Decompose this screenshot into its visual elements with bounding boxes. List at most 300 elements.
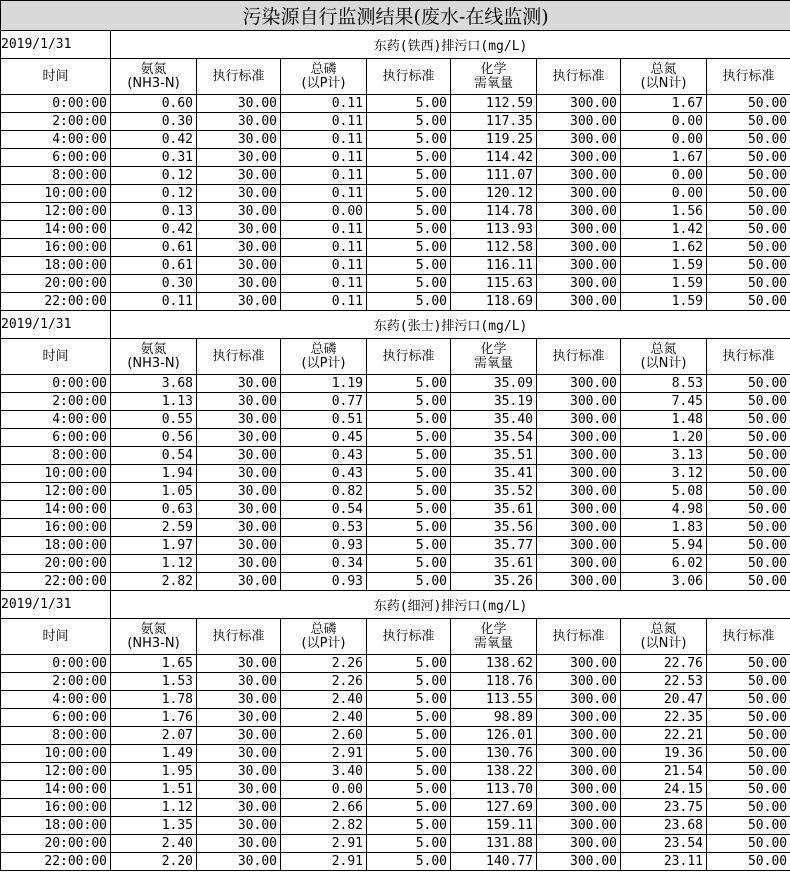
- cell-cod: 35.40: [451, 411, 537, 429]
- cell-ammonia-standard: 30.00: [197, 429, 281, 447]
- cell-cod-standard: 300.00: [537, 221, 621, 239]
- cell-time: 2:00:00: [1, 673, 111, 691]
- table-row: [1, 655, 790, 673]
- cell-ammonia: 2.82: [111, 573, 197, 591]
- cell-ammonia-standard: 30.00: [197, 375, 281, 393]
- section-info-row: [1, 591, 790, 619]
- header-nitrogen-line1: 总氮: [650, 61, 677, 77]
- cell-nitrogen: 0.00: [621, 167, 707, 185]
- header-standard: 执行标准: [707, 59, 790, 95]
- cell-cod-standard: 300.00: [537, 113, 621, 131]
- cell-cod: 35.41: [451, 465, 537, 483]
- cell-ammonia-standard: 30.00: [197, 293, 281, 311]
- cell-time: 12:00:00: [1, 763, 111, 781]
- cell-ammonia: 0.42: [111, 131, 197, 149]
- header-phosphorus-line1: 总磷: [310, 341, 337, 357]
- cell-nitrogen-standard: 50.00: [707, 465, 790, 483]
- cell-cod: 35.52: [451, 483, 537, 501]
- cell-ammonia: 1.51: [111, 781, 197, 799]
- table-row: [1, 817, 790, 835]
- cell-phosphorus: 0.77: [281, 393, 367, 411]
- cell-nitrogen: 1.62: [621, 239, 707, 257]
- cell-ammonia: 2.59: [111, 519, 197, 537]
- cell-nitrogen-standard: 50.00: [707, 835, 790, 853]
- cell-time: 10:00:00: [1, 465, 111, 483]
- cell-cod: 35.54: [451, 429, 537, 447]
- cell-time: 8:00:00: [1, 447, 111, 465]
- cell-time: 12:00:00: [1, 203, 111, 221]
- header-standard: 执行标准: [707, 619, 790, 655]
- cell-ammonia-standard: 30.00: [197, 113, 281, 131]
- cell-ammonia-standard: 30.00: [197, 763, 281, 781]
- cell-ammonia: 0.12: [111, 185, 197, 203]
- table-row: [1, 763, 790, 781]
- header-standard: 执行标准: [197, 619, 281, 655]
- cell-phosphorus: 0.11: [281, 149, 367, 167]
- cell-time: 4:00:00: [1, 411, 111, 429]
- header-phosphorus: [281, 339, 367, 375]
- table-row: [1, 167, 790, 185]
- cell-ammonia-standard: 30.00: [197, 673, 281, 691]
- cell-nitrogen-standard: 50.00: [707, 573, 790, 591]
- cell-ammonia: 0.61: [111, 239, 197, 257]
- cell-cod: 114.42: [451, 149, 537, 167]
- cell-nitrogen-standard: 50.00: [707, 185, 790, 203]
- cell-phosphorus-standard: 5.00: [367, 257, 451, 275]
- header-standard: 执行标准: [537, 59, 621, 95]
- table-row: [1, 727, 790, 745]
- table-row: [1, 185, 790, 203]
- cell-phosphorus: 0.00: [281, 203, 367, 221]
- cell-nitrogen-standard: 50.00: [707, 727, 790, 745]
- table-row: [1, 501, 790, 519]
- header-ammonia: [111, 339, 197, 375]
- column-header-row: [1, 59, 790, 95]
- table-row: [1, 257, 790, 275]
- cell-phosphorus: 2.40: [281, 691, 367, 709]
- cell-phosphorus: 0.11: [281, 239, 367, 257]
- cell-nitrogen: 1.48: [621, 411, 707, 429]
- cell-nitrogen: 1.42: [621, 221, 707, 239]
- header-nitrogen-line1: 总氮: [650, 621, 677, 637]
- cell-cod: 159.11: [451, 817, 537, 835]
- cell-cod: 126.01: [451, 727, 537, 745]
- cell-ammonia-standard: 30.00: [197, 483, 281, 501]
- cell-ammonia-standard: 30.00: [197, 501, 281, 519]
- header-cod: [451, 59, 537, 95]
- cell-cod: 112.59: [451, 95, 537, 113]
- cell-phosphorus-standard: 5.00: [367, 113, 451, 131]
- cell-nitrogen-standard: 50.00: [707, 429, 790, 447]
- cell-phosphorus: 0.11: [281, 293, 367, 311]
- cell-ammonia-standard: 30.00: [197, 519, 281, 537]
- title-row: [1, 1, 790, 31]
- cell-phosphorus-standard: 5.00: [367, 691, 451, 709]
- table-row: [1, 709, 790, 727]
- cell-nitrogen-standard: 50.00: [707, 691, 790, 709]
- cell-cod: 115.63: [451, 275, 537, 293]
- header-phosphorus: [281, 619, 367, 655]
- cell-phosphorus-standard: 5.00: [367, 673, 451, 691]
- table-row: [1, 149, 790, 167]
- cell-nitrogen-standard: 50.00: [707, 131, 790, 149]
- cell-cod: 112.58: [451, 239, 537, 257]
- header-phosphorus-line2: (以P计): [301, 635, 346, 651]
- cell-nitrogen: 23.68: [621, 817, 707, 835]
- cell-phosphorus-standard: 5.00: [367, 447, 451, 465]
- cell-nitrogen-standard: 50.00: [707, 95, 790, 113]
- cell-phosphorus: 2.91: [281, 853, 367, 871]
- cell-ammonia-standard: 30.00: [197, 95, 281, 113]
- cell-phosphorus-standard: 5.00: [367, 781, 451, 799]
- cell-ammonia: 0.56: [111, 429, 197, 447]
- table-row: [1, 95, 790, 113]
- table-row: [1, 853, 790, 871]
- cell-nitrogen-standard: 50.00: [707, 113, 790, 131]
- cell-cod: 120.12: [451, 185, 537, 203]
- cell-cod-standard: 300.00: [537, 293, 621, 311]
- cell-cod-standard: 300.00: [537, 393, 621, 411]
- table-row: [1, 221, 790, 239]
- cell-nitrogen-standard: 50.00: [707, 239, 790, 257]
- cell-cod-standard: 300.00: [537, 691, 621, 709]
- table-row: [1, 275, 790, 293]
- cell-nitrogen: 1.59: [621, 275, 707, 293]
- header-nitrogen-line1: 总氮: [650, 341, 677, 357]
- cell-nitrogen-standard: 50.00: [707, 411, 790, 429]
- cell-cod-standard: 300.00: [537, 149, 621, 167]
- cell-ammonia-standard: 30.00: [197, 185, 281, 203]
- header-ammonia-line1: 氨氮: [140, 341, 167, 357]
- cell-nitrogen-standard: 50.00: [707, 221, 790, 239]
- cell-nitrogen: 3.12: [621, 465, 707, 483]
- cell-ammonia-standard: 30.00: [197, 709, 281, 727]
- cell-time: 6:00:00: [1, 429, 111, 447]
- cell-nitrogen: 1.56: [621, 203, 707, 221]
- header-standard: 执行标准: [367, 59, 451, 95]
- cell-ammonia: 1.94: [111, 465, 197, 483]
- cell-nitrogen: 22.76: [621, 655, 707, 673]
- cell-nitrogen-standard: 50.00: [707, 293, 790, 311]
- cell-ammonia: 0.60: [111, 95, 197, 113]
- cell-ammonia-standard: 30.00: [197, 853, 281, 871]
- cell-ammonia-standard: 30.00: [197, 465, 281, 483]
- table-row: [1, 555, 790, 573]
- cell-time: 22:00:00: [1, 573, 111, 591]
- cell-ammonia: 2.40: [111, 835, 197, 853]
- cell-ammonia: 1.13: [111, 393, 197, 411]
- header-ammonia: [111, 619, 197, 655]
- header-cod: [451, 619, 537, 655]
- cell-phosphorus: 2.26: [281, 673, 367, 691]
- cell-time: 2:00:00: [1, 393, 111, 411]
- cell-phosphorus-standard: 5.00: [367, 853, 451, 871]
- cell-cod: 113.55: [451, 691, 537, 709]
- cell-phosphorus: 2.91: [281, 745, 367, 763]
- cell-ammonia-standard: 30.00: [197, 149, 281, 167]
- cell-phosphorus: 0.11: [281, 95, 367, 113]
- cell-cod: 35.51: [451, 447, 537, 465]
- cell-time: 22:00:00: [1, 853, 111, 871]
- cell-nitrogen: 8.53: [621, 375, 707, 393]
- cell-phosphorus-standard: 5.00: [367, 835, 451, 853]
- table-row: [1, 519, 790, 537]
- table-row: [1, 573, 790, 591]
- header-ammonia: [111, 59, 197, 95]
- cell-cod: 35.77: [451, 537, 537, 555]
- cell-ammonia-standard: 30.00: [197, 817, 281, 835]
- table-row: [1, 239, 790, 257]
- cell-cod-standard: 300.00: [537, 781, 621, 799]
- cell-time: 8:00:00: [1, 167, 111, 185]
- cell-cod-standard: 300.00: [537, 799, 621, 817]
- header-standard: 执行标准: [367, 619, 451, 655]
- cell-time: 6:00:00: [1, 709, 111, 727]
- cell-cod: 118.69: [451, 293, 537, 311]
- report-title: 污染源自行监测结果(废水-在线监测): [1, 1, 790, 31]
- cell-cod-standard: 300.00: [537, 501, 621, 519]
- cell-phosphorus-standard: 5.00: [367, 555, 451, 573]
- section-station-name: 东药(张士)排污口(mg/L): [111, 311, 790, 339]
- cell-phosphorus-standard: 5.00: [367, 185, 451, 203]
- cell-nitrogen-standard: 50.00: [707, 257, 790, 275]
- cell-phosphorus: 0.00: [281, 781, 367, 799]
- cell-time: 10:00:00: [1, 745, 111, 763]
- cell-ammonia-standard: 30.00: [197, 799, 281, 817]
- table-row: [1, 113, 790, 131]
- cell-ammonia: 0.54: [111, 447, 197, 465]
- section-station-name: 东药(细河)排污口(mg/L): [111, 591, 790, 619]
- cell-cod: 118.76: [451, 673, 537, 691]
- cell-cod: 114.78: [451, 203, 537, 221]
- cell-nitrogen-standard: 50.00: [707, 501, 790, 519]
- cell-phosphorus: 0.51: [281, 411, 367, 429]
- cell-ammonia: 1.97: [111, 537, 197, 555]
- cell-phosphorus-standard: 5.00: [367, 465, 451, 483]
- cell-ammonia: 1.95: [111, 763, 197, 781]
- cell-nitrogen-standard: 50.00: [707, 763, 790, 781]
- cell-nitrogen: 4.98: [621, 501, 707, 519]
- cell-nitrogen: 22.53: [621, 673, 707, 691]
- cell-ammonia: 0.11: [111, 293, 197, 311]
- cell-phosphorus-standard: 5.00: [367, 393, 451, 411]
- cell-cod-standard: 300.00: [537, 835, 621, 853]
- header-cod-line1: 化学: [480, 61, 507, 77]
- cell-time: 14:00:00: [1, 501, 111, 519]
- cell-phosphorus: 2.40: [281, 709, 367, 727]
- header-cod-line1: 化学: [480, 341, 507, 357]
- cell-cod-standard: 300.00: [537, 185, 621, 203]
- cell-time: 20:00:00: [1, 835, 111, 853]
- cell-ammonia: 1.12: [111, 555, 197, 573]
- cell-ammonia: 0.30: [111, 275, 197, 293]
- cell-ammonia-standard: 30.00: [197, 447, 281, 465]
- cell-nitrogen: 1.67: [621, 149, 707, 167]
- cell-time: 0:00:00: [1, 95, 111, 113]
- cell-cod: 35.61: [451, 555, 537, 573]
- table-row: [1, 537, 790, 555]
- header-standard: 执行标准: [367, 339, 451, 375]
- header-ammonia-line1: 氨氮: [140, 61, 167, 77]
- table-row: [1, 447, 790, 465]
- cell-ammonia: 0.12: [111, 167, 197, 185]
- header-standard: 执行标准: [537, 339, 621, 375]
- cell-phosphorus: 2.26: [281, 655, 367, 673]
- cell-ammonia-standard: 30.00: [197, 221, 281, 239]
- cell-ammonia: 0.30: [111, 113, 197, 131]
- cell-nitrogen-standard: 50.00: [707, 853, 790, 871]
- cell-phosphorus-standard: 5.00: [367, 501, 451, 519]
- cell-phosphorus-standard: 5.00: [367, 131, 451, 149]
- cell-ammonia: 2.20: [111, 853, 197, 871]
- header-time: 时间: [1, 619, 111, 655]
- cell-ammonia-standard: 30.00: [197, 203, 281, 221]
- cell-cod-standard: 300.00: [537, 131, 621, 149]
- header-nitrogen: [621, 619, 707, 655]
- cell-time: 2:00:00: [1, 113, 111, 131]
- cell-ammonia-standard: 30.00: [197, 835, 281, 853]
- cell-phosphorus: 0.93: [281, 573, 367, 591]
- header-nitrogen-line2: (以N计): [640, 635, 687, 651]
- cell-time: 4:00:00: [1, 131, 111, 149]
- cell-ammonia: 1.12: [111, 799, 197, 817]
- cell-time: 8:00:00: [1, 727, 111, 745]
- cell-phosphorus: 0.11: [281, 167, 367, 185]
- header-phosphorus-line2: (以P计): [301, 75, 346, 91]
- cell-time: 6:00:00: [1, 149, 111, 167]
- cell-time: 4:00:00: [1, 691, 111, 709]
- cell-cod: 98.89: [451, 709, 537, 727]
- cell-cod-standard: 300.00: [537, 555, 621, 573]
- header-cod-line2: 需氧量: [473, 635, 513, 651]
- cell-time: 18:00:00: [1, 537, 111, 555]
- cell-phosphorus-standard: 5.00: [367, 167, 451, 185]
- cell-nitrogen-standard: 50.00: [707, 537, 790, 555]
- header-cod-line2: 需氧量: [473, 75, 513, 91]
- cell-nitrogen: 23.11: [621, 853, 707, 871]
- cell-nitrogen-standard: 50.00: [707, 447, 790, 465]
- cell-phosphorus-standard: 5.00: [367, 275, 451, 293]
- cell-ammonia-standard: 30.00: [197, 411, 281, 429]
- cell-ammonia: 0.42: [111, 221, 197, 239]
- cell-cod-standard: 300.00: [537, 745, 621, 763]
- cell-cod-standard: 300.00: [537, 483, 621, 501]
- cell-phosphorus-standard: 5.00: [367, 537, 451, 555]
- cell-phosphorus-standard: 5.00: [367, 203, 451, 221]
- cell-ammonia-standard: 30.00: [197, 655, 281, 673]
- cell-ammonia-standard: 30.00: [197, 239, 281, 257]
- header-phosphorus: [281, 59, 367, 95]
- cell-ammonia: 0.61: [111, 257, 197, 275]
- cell-phosphorus: 2.82: [281, 817, 367, 835]
- cell-cod: 130.76: [451, 745, 537, 763]
- cell-cod-standard: 300.00: [537, 203, 621, 221]
- header-nitrogen: [621, 59, 707, 95]
- cell-nitrogen: 0.00: [621, 131, 707, 149]
- cell-ammonia-standard: 30.00: [197, 275, 281, 293]
- cell-cod: 35.61: [451, 501, 537, 519]
- header-cod: [451, 339, 537, 375]
- cell-phosphorus-standard: 5.00: [367, 763, 451, 781]
- cell-nitrogen-standard: 50.00: [707, 555, 790, 573]
- header-ammonia-line2: (NH3-N): [127, 75, 180, 91]
- cell-nitrogen-standard: 50.00: [707, 781, 790, 799]
- cell-time: 16:00:00: [1, 799, 111, 817]
- table-row: [1, 429, 790, 447]
- cell-time: 10:00:00: [1, 185, 111, 203]
- cell-time: 0:00:00: [1, 375, 111, 393]
- cell-ammonia-standard: 30.00: [197, 167, 281, 185]
- cell-cod-standard: 300.00: [537, 673, 621, 691]
- cell-phosphorus: 0.82: [281, 483, 367, 501]
- cell-nitrogen: 3.13: [621, 447, 707, 465]
- cell-nitrogen: 22.35: [621, 709, 707, 727]
- column-header-row: [1, 339, 790, 375]
- cell-nitrogen: 24.15: [621, 781, 707, 799]
- cell-phosphorus-standard: 5.00: [367, 745, 451, 763]
- header-time: 时间: [1, 59, 111, 95]
- cell-nitrogen: 1.67: [621, 95, 707, 113]
- cell-cod: 140.77: [451, 853, 537, 871]
- header-nitrogen-line2: (以N计): [640, 75, 687, 91]
- cell-nitrogen-standard: 50.00: [707, 149, 790, 167]
- cell-ammonia-standard: 30.00: [197, 573, 281, 591]
- table-row: [1, 411, 790, 429]
- cell-ammonia: 0.31: [111, 149, 197, 167]
- header-phosphorus-line2: (以P计): [301, 355, 346, 371]
- cell-phosphorus: 1.19: [281, 375, 367, 393]
- cell-cod: 131.88: [451, 835, 537, 853]
- cell-ammonia-standard: 30.00: [197, 257, 281, 275]
- table-row: [1, 835, 790, 853]
- cell-ammonia: 0.63: [111, 501, 197, 519]
- cell-nitrogen: 21.54: [621, 763, 707, 781]
- cell-cod-standard: 300.00: [537, 95, 621, 113]
- cell-cod: 35.56: [451, 519, 537, 537]
- cell-nitrogen: 3.06: [621, 573, 707, 591]
- cell-phosphorus-standard: 5.00: [367, 95, 451, 113]
- cell-ammonia: 0.13: [111, 203, 197, 221]
- cell-cod-standard: 300.00: [537, 429, 621, 447]
- cell-nitrogen: 1.59: [621, 257, 707, 275]
- cell-ammonia: 0.55: [111, 411, 197, 429]
- cell-phosphorus-standard: 5.00: [367, 727, 451, 745]
- cell-phosphorus-standard: 5.00: [367, 655, 451, 673]
- cell-cod: 119.25: [451, 131, 537, 149]
- cell-cod-standard: 300.00: [537, 465, 621, 483]
- cell-nitrogen-standard: 50.00: [707, 167, 790, 185]
- cell-cod-standard: 300.00: [537, 239, 621, 257]
- cell-cod-standard: 300.00: [537, 257, 621, 275]
- header-nitrogen-line2: (以N计): [640, 355, 687, 371]
- cell-cod-standard: 300.00: [537, 411, 621, 429]
- cell-ammonia: 1.49: [111, 745, 197, 763]
- cell-cod: 116.11: [451, 257, 537, 275]
- cell-ammonia-standard: 30.00: [197, 781, 281, 799]
- header-ammonia-line2: (NH3-N): [127, 355, 180, 371]
- table-row: [1, 375, 790, 393]
- cell-cod: 138.62: [451, 655, 537, 673]
- cell-time: 0:00:00: [1, 655, 111, 673]
- table-row: [1, 131, 790, 149]
- cell-time: 16:00:00: [1, 519, 111, 537]
- cell-cod: 111.07: [451, 167, 537, 185]
- cell-cod-standard: 300.00: [537, 853, 621, 871]
- cell-nitrogen: 1.83: [621, 519, 707, 537]
- cell-nitrogen: 7.45: [621, 393, 707, 411]
- cell-cod: 35.26: [451, 573, 537, 591]
- cell-cod-standard: 300.00: [537, 375, 621, 393]
